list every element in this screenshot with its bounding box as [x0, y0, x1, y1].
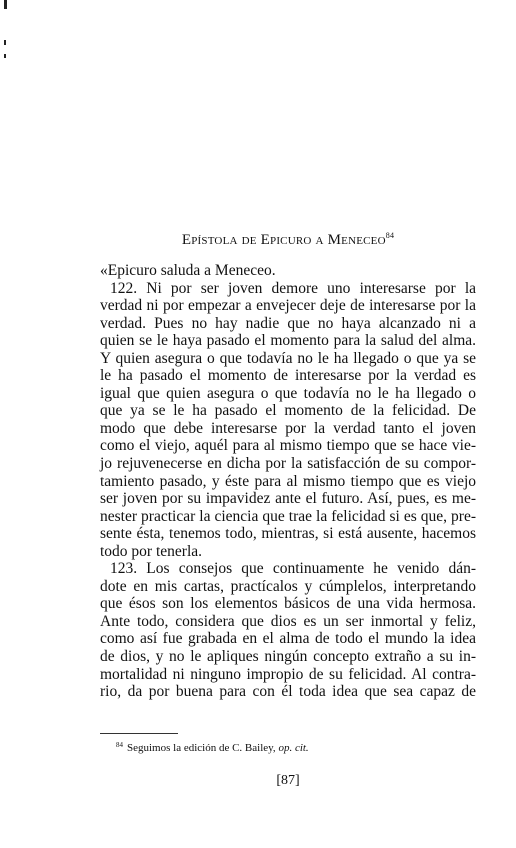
text-line: «Epicuro saluda a Meneceo.: [100, 262, 276, 279]
text-line: todo por tenerla.: [100, 542, 203, 560]
text-line: como el viejo, aquél para al mismo tiempo que se hace vie-: [100, 437, 476, 455]
footnote: [116, 741, 309, 754]
footnote-divider: [100, 733, 178, 734]
text-line: como así fue grabada en el alma de todo el mundo la idea: [100, 630, 476, 648]
footnote-number: 84: [116, 741, 123, 749]
text-line: Y quien asegura o que todavía no le ha llegado o que ya se: [100, 349, 476, 367]
text-line: 122. Ni por ser joven demore uno interesarse por la: [110, 279, 476, 297]
text-line: ser joven por su impavidez ante el futuro. Así, pues, es me-: [100, 490, 476, 508]
book-page: [100, 0, 476, 848]
text-line: jo rejuvenecerse en dicha por la satisfacción de su compor-: [100, 455, 476, 473]
text-line: modo que debe interesarse por la verdad tanto el joven: [100, 419, 476, 437]
text-line: sente ésta, tenemos todo, mientras, si está ausente, hacemos: [100, 525, 476, 543]
footnote-text: Seguimos la edición de C. Bailey,: [127, 742, 276, 754]
text-line: que ésos son los elementos básicos de una vida hermosa.: [100, 595, 476, 613]
footnote-citation: op. cit.: [278, 742, 309, 754]
text-line: rio, da por buena para con él toda idea que sea capaz de: [100, 683, 476, 701]
text-line: de dios, y no le apliques ningún concepto extraño a su in-: [100, 648, 476, 666]
footnote-ref: 84: [385, 231, 395, 240]
text-line: que ya se le ha pasado el momento de la felicidad. De: [100, 402, 476, 420]
text-line: verdad. Pues no hay nadie que no haya alcanzado ni a: [100, 314, 476, 332]
page-number: [87]: [276, 773, 300, 788]
scan-mark: [4, 40, 6, 45]
scan-mark: [4, 0, 7, 9]
text-line: Ante todo, considera que dios es un ser inmortal y feliz,: [100, 612, 476, 630]
chapter-title: EPÍSTOLA DE EPICURO A MENECEO$^{84}$: [181, 231, 395, 248]
text-line: igual que quien asegura o que todavía no le ha llegado o: [100, 384, 476, 402]
text-line: mortalidad ni ninguno impropio de su felicidad. Al contra-: [100, 665, 476, 683]
text-line: tamiento pasado, y éste para al mismo tiempo que es viejo: [100, 472, 476, 490]
text-line: nester practicar la ciencia que trae la felicidad si es que, pre-: [100, 507, 476, 525]
body-text: [100, 262, 476, 701]
text-line: dote en mis cartas, practícalos y cúmplelos, interpretando: [100, 577, 476, 595]
scan-mark: [4, 54, 6, 58]
text-line: quien se le haya pasado el momento para la salud del alma.: [100, 332, 476, 350]
text-line: 123. Los consejos que continuamente he venido dán-: [110, 560, 476, 578]
text-line: le ha pasado el momento de interesarse por la verdad es: [100, 367, 476, 385]
text-line: verdad ni por empezar a envejecer deje de interesarse por la: [100, 297, 476, 315]
